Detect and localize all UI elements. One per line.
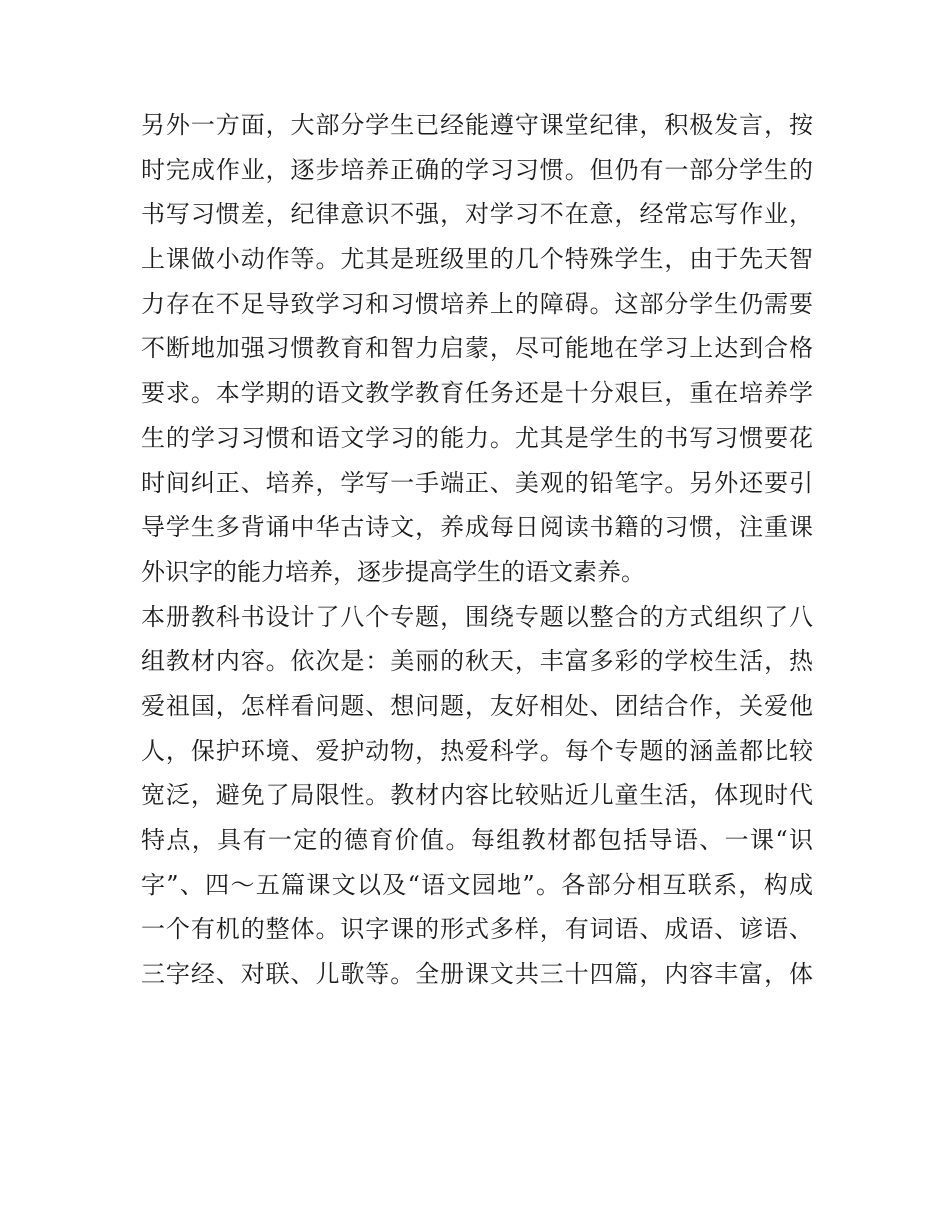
text-line: 一个有机的整体。识字课的形式多样，有词语、成语、谚语、 [141, 915, 813, 944]
text-line: 时完成作业，逐步培养正确的学习习惯。但仍有一部分学生的 [141, 155, 813, 184]
text-line: 爱祖国，怎样看问题、想问题，友好相处、团结合作，关爱他 [141, 691, 813, 720]
text-line: 另外一方面，大部分学生已经能遵守课堂纪律，积极发言，按 [141, 111, 813, 139]
text-line: 不断地加强习惯教育和智力启蒙，尽可能地在学习上达到合格 [141, 334, 813, 363]
text-line: 书写习惯差，纪律意识不强，对学习不在意，经常忘写作业， [141, 200, 813, 229]
text-line: 字”、四～五篇课文以及“语文园地”。各部分相互联系，构成 [141, 870, 813, 899]
text-line: 上课做小动作等。尤其是班级里的几个特殊学生，由于先天智 [141, 245, 813, 274]
text-line: 时间纠正、培养，学写一手端正、美观的铅笔字。另外还要引 [141, 468, 813, 497]
text-line: 组教材内容。依次是：美丽的秋天，丰富多彩的学校生活，热 [141, 647, 813, 676]
text-line: 三字经、对联、儿歌等。全册课文共三十四篇，内容丰富，体 [141, 960, 813, 989]
text-line: 导学生多背诵中华古诗文，养成每日阅读书籍的习惯，注重课 [141, 513, 813, 542]
text-line: 特点，具有一定的德育价值。每组教材都包括导语、一课“识 [141, 826, 813, 854]
paragraph-2 [141, 595, 813, 997]
text-line: 宽泛，避免了局限性。教材内容比较贴近儿童生活，体现时代 [141, 781, 813, 810]
body-text [141, 103, 813, 997]
text-line: 外识字的能力培养，逐步提高学生的语文素养。 [141, 557, 645, 586]
text-line: 生的学习习惯和语文学习的能力。尤其是学生的书写习惯要花 [141, 423, 813, 452]
text-line: 本册教科书设计了八个专题，围绕专题以整合的方式组织了八 [141, 602, 813, 631]
text-line: 人，保护环境、爱护动物，热爱科学。每个专题的涵盖都比较 [141, 736, 813, 765]
paragraph-1 [141, 103, 813, 595]
text-line: 力存在不足导致学习和习惯培养上的障碍。这部分学生仍需要 [141, 289, 813, 318]
text-line: 要求。本学期的语文教学教育任务还是十分艰巨，重在培养学 [141, 379, 813, 408]
